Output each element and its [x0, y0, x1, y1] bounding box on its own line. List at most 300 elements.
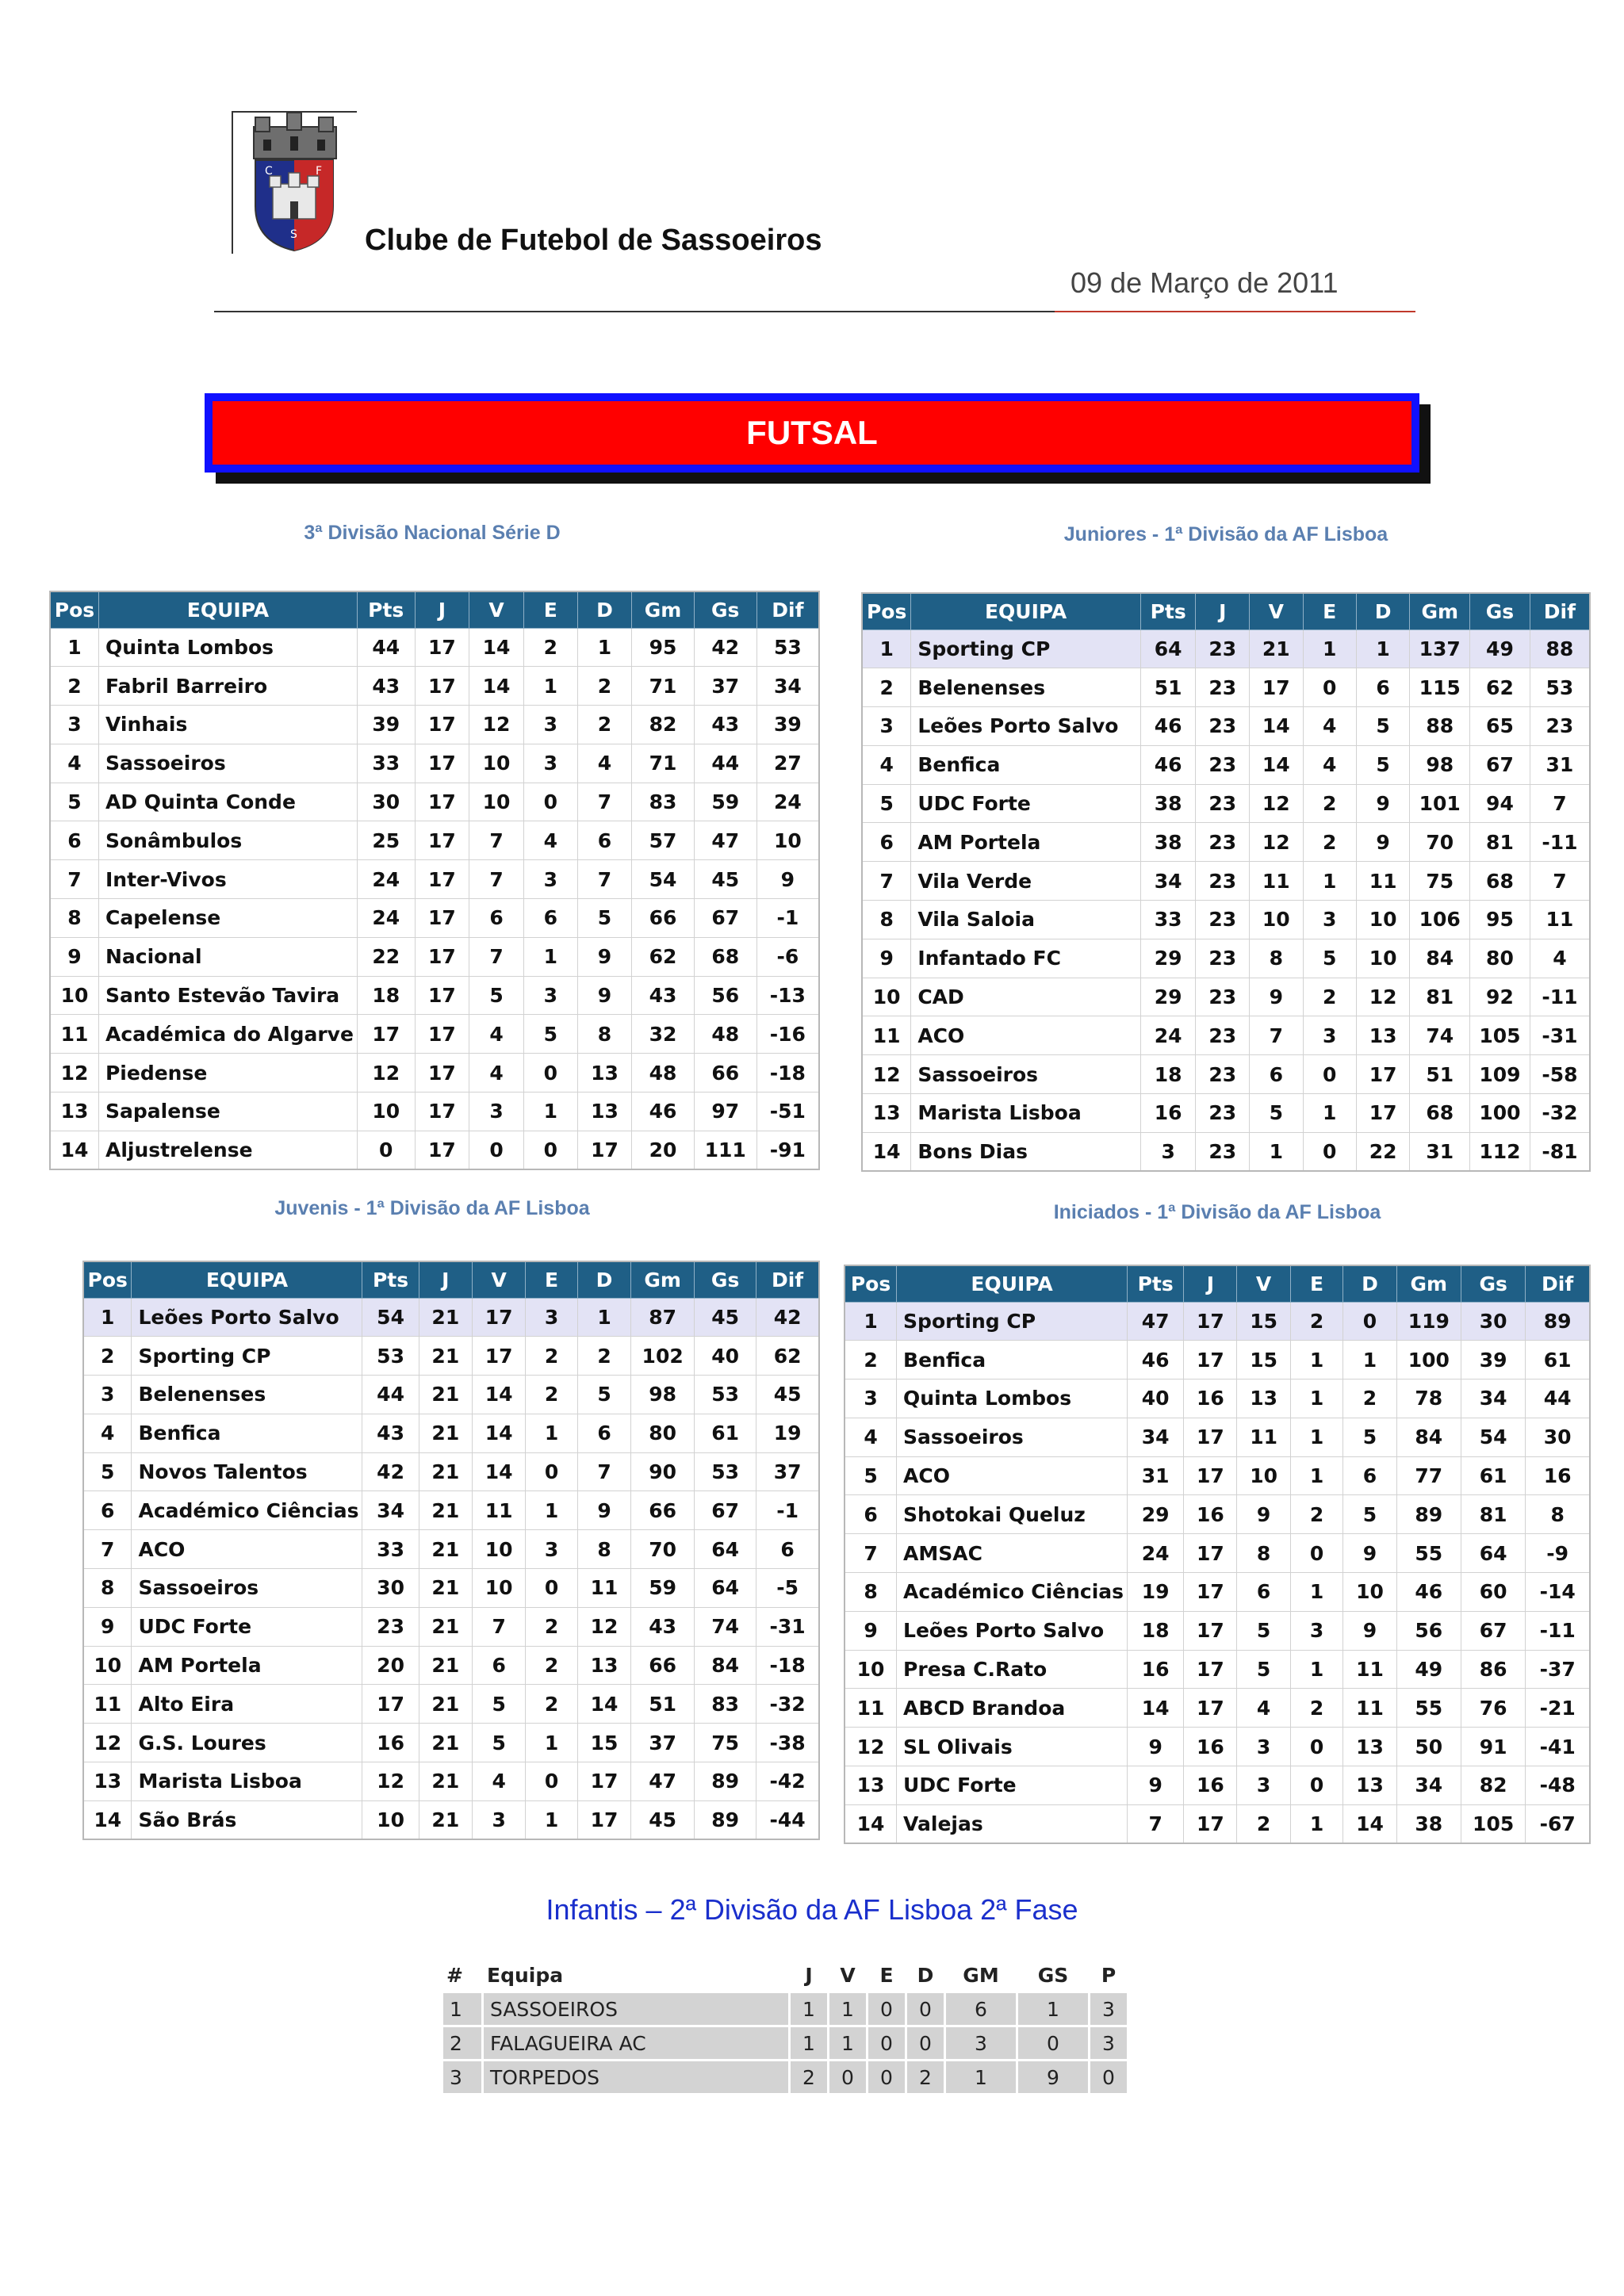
cell-e: 1: [1290, 1573, 1343, 1612]
cell-d: 5: [1356, 745, 1410, 784]
column-header-team: EQUIPA: [98, 591, 357, 628]
column-header-e: E: [879, 1963, 894, 1987]
cell-e: 3: [523, 860, 577, 899]
cell-team: ACO: [132, 1530, 362, 1569]
cell-dif: 31: [1530, 745, 1590, 784]
cell-v: 5: [1237, 1650, 1290, 1689]
cell-pos: 13: [50, 1093, 98, 1131]
cell-j: 23: [1196, 1094, 1250, 1133]
cell-d: 14: [577, 1685, 630, 1724]
cell-j: 23: [1196, 707, 1250, 746]
cell-j: 17: [415, 821, 469, 860]
cell-gm: 66: [631, 1646, 695, 1685]
cell-pts: 10: [362, 1800, 419, 1839]
cell-gs: 53: [695, 1376, 756, 1414]
cell-pos: 12: [83, 1724, 132, 1762]
cell-team: Leões Porto Salvo: [897, 1611, 1128, 1650]
crest-letter-s: S: [290, 228, 297, 241]
cell-dif: 16: [1526, 1456, 1590, 1495]
cell-gm: 74: [1410, 1016, 1470, 1055]
cell-d: 0: [907, 2027, 944, 2059]
club-name: Clube de Futebol de Sassoeiros: [365, 224, 822, 257]
document-date: 09 de Março de 2011: [1071, 266, 1339, 299]
cell-gs: 111: [694, 1131, 756, 1169]
cell-e: 1: [526, 1414, 578, 1452]
cell-team: AM Portela: [911, 823, 1141, 862]
cell-d: 17: [577, 1131, 632, 1169]
cell-d: 11: [577, 1569, 630, 1608]
cell-gs: 68: [1470, 862, 1530, 901]
cell-team: Benfica: [132, 1414, 362, 1452]
cell-j: 23: [1196, 668, 1250, 707]
cell-j: 16: [1184, 1728, 1237, 1766]
cell-gs: 68: [694, 937, 756, 976]
cell-gm: 32: [632, 1015, 694, 1054]
cell-e: 0: [1290, 1728, 1343, 1766]
column-header-dif: Dif: [756, 1261, 819, 1298]
cell-e: 1: [523, 667, 577, 706]
cell-j: 23: [1196, 629, 1250, 668]
cell-j: 17: [415, 937, 469, 976]
cell-team: Leões Porto Salvo: [911, 707, 1141, 746]
cell-v: 3: [1237, 1728, 1290, 1766]
cell-dif: -1: [756, 1491, 819, 1530]
cell-team: São Brás: [132, 1800, 362, 1839]
cell-v: 8: [1250, 939, 1304, 978]
cell-pts: 30: [362, 1569, 419, 1608]
cell-gs: 89: [695, 1800, 756, 1839]
cell-dif: -31: [1530, 1016, 1590, 1055]
cell-gs: 44: [694, 744, 756, 783]
cell-d: 10: [1356, 939, 1410, 978]
cell-e: 0: [526, 1569, 578, 1608]
cell-pos: 8: [862, 901, 911, 939]
cell-v: 6: [1237, 1573, 1290, 1612]
cell-dif: -31: [756, 1607, 819, 1646]
cell-pts: 51: [1140, 668, 1196, 707]
cell-e: 1: [1290, 1804, 1343, 1843]
cell-j: 21: [419, 1569, 472, 1608]
table-row: [50, 706, 819, 744]
cell-j: 23: [1196, 978, 1250, 1016]
cell-d: 8: [577, 1015, 632, 1054]
cell-j: 17: [415, 1131, 469, 1169]
cell-gs: 81: [1470, 823, 1530, 862]
cell-gs: 97: [694, 1093, 756, 1131]
cell-j: 17: [1184, 1302, 1237, 1341]
cell-v: 0: [829, 2061, 866, 2093]
table-row: [862, 862, 1590, 901]
cell-gs: 81: [1461, 1495, 1525, 1534]
cell-gs: 59: [694, 783, 756, 821]
cell-pos: 12: [862, 1055, 911, 1094]
cell-dif: -14: [1526, 1573, 1590, 1612]
cell-team: Sassoeiros: [98, 744, 357, 783]
cell-team: Inter-Vivos: [98, 860, 357, 899]
cell-gm: 50: [1396, 1728, 1461, 1766]
cell-pts: 10: [357, 1093, 415, 1131]
cell-pos: 14: [845, 1804, 897, 1843]
cell-v: 14: [469, 628, 524, 667]
cell-pos: 11: [845, 1689, 897, 1728]
header-divider: [214, 311, 1055, 312]
cell-pts: 31: [1128, 1456, 1184, 1495]
cell-e: 2: [526, 1337, 578, 1376]
cell-e: 0: [868, 1993, 905, 2025]
cell-team: Sporting CP: [911, 629, 1141, 668]
cell-team: Aljustrelense: [98, 1131, 357, 1169]
cell-dif: 19: [756, 1414, 819, 1452]
cell-pts: 54: [362, 1298, 419, 1337]
table-row: [443, 2027, 1127, 2059]
cell-gm: 49: [1396, 1650, 1461, 1689]
cell-d: 9: [577, 937, 632, 976]
column-header-dif: Dif: [1526, 1265, 1590, 1302]
cell-e: 2: [526, 1646, 578, 1685]
cell-gm: 6: [946, 1993, 1016, 2025]
cell-j: 17: [415, 628, 469, 667]
cell-gm: 137: [1410, 629, 1470, 668]
cell-e: 2: [1303, 823, 1356, 862]
cell-j: 21: [419, 1685, 472, 1724]
cell-j: 17: [415, 744, 469, 783]
column-header-gs: Gs: [695, 1261, 756, 1298]
cell-j: 21: [419, 1491, 472, 1530]
cell-d: 13: [577, 1054, 632, 1093]
cell-pos: 3: [83, 1376, 132, 1414]
cell-e: 0: [1303, 1132, 1356, 1171]
cell-pts: 7: [1128, 1804, 1184, 1843]
cell-pos: 3: [50, 706, 98, 744]
cell-gs: 39: [1461, 1341, 1525, 1380]
cell-v: 10: [1237, 1456, 1290, 1495]
cell-e: 1: [526, 1491, 578, 1530]
cell-team: Fabril Barreiro: [98, 667, 357, 706]
cell-d: 6: [577, 1414, 630, 1452]
table-row: [845, 1456, 1590, 1495]
cell-gs: 82: [1461, 1766, 1525, 1805]
cell-v: 10: [1250, 901, 1304, 939]
cell-d: 9: [577, 976, 632, 1015]
cell-gs: 112: [1470, 1132, 1530, 1171]
cell-team: Benfica: [897, 1341, 1128, 1380]
cell-gs: 64: [695, 1569, 756, 1608]
cell-e: 2: [1303, 784, 1356, 823]
cell-pos: 7: [845, 1534, 897, 1573]
cell-e: 5: [1303, 939, 1356, 978]
cell-j: 23: [1196, 1055, 1250, 1094]
cell-j: 23: [1196, 823, 1250, 862]
cell-team: UDC Forte: [911, 784, 1141, 823]
cell-team: Leões Porto Salvo: [132, 1298, 362, 1337]
cell-e: 1: [1303, 862, 1356, 901]
cell-pts: 53: [362, 1337, 419, 1376]
cell-v: 2: [1237, 1804, 1290, 1843]
cell-p: 0: [1090, 2061, 1127, 2093]
cell-v: 11: [1250, 862, 1304, 901]
column-header-team: EQUIPA: [897, 1265, 1128, 1302]
table-row: [50, 899, 819, 938]
cell-dif: -9: [1526, 1534, 1590, 1573]
cell-gm: 43: [632, 976, 694, 1015]
cell-pos: 3: [862, 707, 911, 746]
column-header-v: V: [1250, 593, 1304, 629]
cell-gm: 70: [1410, 823, 1470, 862]
cell-d: 2: [577, 706, 632, 744]
cell-gm: 56: [1396, 1611, 1461, 1650]
cell-gs: 47: [694, 821, 756, 860]
cell-j: 17: [1184, 1534, 1237, 1573]
cell-j: 21: [419, 1762, 472, 1801]
cell-team: SASSOEIROS: [484, 1993, 788, 2025]
column-header-dif: Dif: [756, 591, 819, 628]
cell-d: 9: [1343, 1534, 1396, 1573]
cell-e: 0: [1290, 1766, 1343, 1805]
cell-e: 5: [523, 1015, 577, 1054]
column-header-rank: #: [446, 1963, 463, 1987]
cell-d: 12: [577, 1607, 630, 1646]
table-row: [83, 1800, 819, 1839]
cell-pos: 4: [845, 1418, 897, 1456]
cell-e: 0: [526, 1762, 578, 1801]
cell-dif: -18: [756, 1054, 819, 1093]
cell-j: 17: [1184, 1804, 1237, 1843]
cell-gm: 55: [1396, 1534, 1461, 1573]
cell-v: 4: [469, 1015, 524, 1054]
cell-team: Sassoeiros: [911, 1055, 1141, 1094]
cell-team: Presa C.Rato: [897, 1650, 1128, 1689]
cell-e: 3: [523, 744, 577, 783]
cell-gs: 67: [1461, 1611, 1525, 1650]
cell-v: 17: [472, 1337, 525, 1376]
cell-pos: 10: [50, 976, 98, 1015]
cell-e: 2: [526, 1607, 578, 1646]
cell-pos: 2: [83, 1337, 132, 1376]
cell-d: 1: [1356, 629, 1410, 668]
table-row: [862, 1132, 1590, 1171]
cell-e: 0: [523, 1131, 577, 1169]
cell-pts: 64: [1140, 629, 1196, 668]
cell-dif: -41: [1526, 1728, 1590, 1766]
cell-e: 1: [1290, 1380, 1343, 1418]
cell-dif: 11: [1530, 901, 1590, 939]
table-row: [83, 1646, 819, 1685]
cell-team: Académica do Algarve: [98, 1015, 357, 1054]
cell-d: 13: [577, 1093, 632, 1131]
cell-j: 17: [1184, 1650, 1237, 1689]
cell-gs: 42: [694, 628, 756, 667]
cell-team: TORPEDOS: [484, 2061, 788, 2093]
column-header-pos: Pos: [845, 1265, 897, 1302]
table-row: [862, 901, 1590, 939]
cell-dif: -1: [756, 899, 819, 938]
cell-d: 6: [1356, 668, 1410, 707]
cell-dif: 37: [756, 1452, 819, 1491]
cell-e: 0: [523, 783, 577, 821]
cell-j: 17: [415, 860, 469, 899]
cell-gs: 45: [695, 1298, 756, 1337]
column-header-dif: Dif: [1530, 593, 1590, 629]
column-header-pts: Pts: [1128, 1265, 1184, 1302]
cell-j: 21: [419, 1414, 472, 1452]
cell-gm: 98: [1410, 745, 1470, 784]
cell-j: 1: [791, 2027, 827, 2059]
cell-gm: 38: [1396, 1804, 1461, 1843]
cell-gm: 81: [1410, 978, 1470, 1016]
cell-dif: -32: [756, 1685, 819, 1724]
cell-v: 11: [1237, 1418, 1290, 1456]
cell-dif: -5: [756, 1569, 819, 1608]
cell-pos: 4: [50, 744, 98, 783]
cell-pos: 10: [83, 1646, 132, 1685]
cell-e: 1: [1290, 1650, 1343, 1689]
cell-team: Sapalense: [98, 1093, 357, 1131]
cell-pts: 0: [357, 1131, 415, 1169]
cell-pts: 38: [1140, 784, 1196, 823]
cell-j: 23: [1196, 1016, 1250, 1055]
cell-dif: 9: [756, 860, 819, 899]
cell-gm: 43: [631, 1607, 695, 1646]
cell-e: 0: [1303, 1055, 1356, 1094]
cell-pos: 1: [862, 629, 911, 668]
cell-v: 7: [469, 821, 524, 860]
cell-pos: 1: [845, 1302, 897, 1341]
cell-e: 1: [526, 1724, 578, 1762]
cell-pos: 8: [845, 1573, 897, 1612]
cell-p: 3: [1090, 2027, 1127, 2059]
cell-dif: 42: [756, 1298, 819, 1337]
column-header-e: E: [523, 591, 577, 628]
column-header-e: E: [526, 1261, 578, 1298]
cell-dif: 7: [1530, 862, 1590, 901]
cell-gm: 98: [631, 1376, 695, 1414]
cell-d: 13: [1356, 1016, 1410, 1055]
table-row: [862, 784, 1590, 823]
cell-v: 14: [472, 1452, 525, 1491]
cell-gs: 74: [695, 1607, 756, 1646]
cell-pts: 33: [1140, 901, 1196, 939]
cell-gm: 71: [632, 744, 694, 783]
table-row: [83, 1452, 819, 1491]
cell-team: Académico Ciências: [132, 1491, 362, 1530]
column-header-pts: Pts: [357, 591, 415, 628]
cell-gs: 83: [695, 1685, 756, 1724]
column-header-gs: Gs: [1470, 593, 1530, 629]
cell-pts: 46: [1128, 1341, 1184, 1380]
infantis-title: Infantis – 2ª Divisão da AF Lisboa 2ª Fase: [546, 1893, 1078, 1926]
table-row: [845, 1302, 1590, 1341]
cell-d: 0: [907, 1993, 944, 2025]
cell-v: 10: [472, 1569, 525, 1608]
crest-letter-f: F: [316, 165, 323, 178]
column-header-gs: Gs: [694, 591, 756, 628]
cell-team: Benfica: [911, 745, 1141, 784]
cell-team: Quinta Lombos: [98, 628, 357, 667]
cell-gs: 105: [1470, 1016, 1530, 1055]
cell-e: 1: [1303, 629, 1356, 668]
cell-e: 2: [526, 1376, 578, 1414]
cell-pts: 47: [1128, 1302, 1184, 1341]
cell-pts: 33: [362, 1530, 419, 1569]
cell-gm: 100: [1396, 1341, 1461, 1380]
cell-d: 17: [577, 1762, 630, 1801]
cell-d: 14: [1343, 1804, 1396, 1843]
cell-d: 6: [577, 821, 632, 860]
cell-gm: 82: [632, 706, 694, 744]
table-row: [50, 744, 819, 783]
cell-rank: 1: [443, 1993, 481, 2025]
cell-pts: 12: [357, 1054, 415, 1093]
cell-j: 16: [1184, 1766, 1237, 1805]
cell-v: 9: [1250, 978, 1304, 1016]
cell-pos: 7: [862, 862, 911, 901]
cell-pos: 5: [862, 784, 911, 823]
cell-dif: 44: [1526, 1380, 1590, 1418]
cell-d: 2: [577, 667, 632, 706]
cell-gs: 54: [1461, 1418, 1525, 1456]
cell-dif: -21: [1526, 1689, 1590, 1728]
cell-pts: 29: [1140, 939, 1196, 978]
table-row: [845, 1573, 1590, 1612]
cell-v: 12: [1250, 823, 1304, 862]
cell-pts: 44: [357, 628, 415, 667]
column-header-d: D: [1343, 1265, 1396, 1302]
cell-dif: 6: [756, 1530, 819, 1569]
cell-gs: 75: [695, 1724, 756, 1762]
cell-gs: 62: [1470, 668, 1530, 707]
cell-j: 21: [419, 1800, 472, 1839]
table-row: [83, 1607, 819, 1646]
cell-team: Valejas: [897, 1804, 1128, 1843]
cell-v: 17: [1250, 668, 1304, 707]
cell-pts: 14: [1128, 1689, 1184, 1728]
cell-gs: 89: [695, 1762, 756, 1801]
column-header-v: V: [1237, 1265, 1290, 1302]
cell-team: Shotokai Queluz: [897, 1495, 1128, 1534]
cell-e: 3: [523, 706, 577, 744]
cell-gm: 77: [1396, 1456, 1461, 1495]
cell-j: 16: [1184, 1495, 1237, 1534]
cell-gm: 34: [1396, 1766, 1461, 1805]
column-header-gm: Gm: [1396, 1265, 1461, 1302]
cell-gs: 105: [1461, 1804, 1525, 1843]
cell-v: 7: [472, 1607, 525, 1646]
club-crest-logo: [232, 111, 357, 254]
column-header-j: J: [1184, 1265, 1237, 1302]
table-row: [83, 1724, 819, 1762]
cell-gm: 89: [1396, 1495, 1461, 1534]
table-row: [50, 937, 819, 976]
cell-v: 14: [1250, 745, 1304, 784]
cell-gm: 66: [631, 1491, 695, 1530]
cell-v: 1: [829, 1993, 866, 2025]
cell-e: 1: [523, 937, 577, 976]
table-row: [50, 783, 819, 821]
standings-table-juniores: [861, 592, 1591, 1172]
cell-v: 10: [469, 744, 524, 783]
cell-v: 15: [1237, 1302, 1290, 1341]
cell-dif: 34: [756, 667, 819, 706]
cell-j: 17: [415, 1054, 469, 1093]
cell-e: 0: [868, 2061, 905, 2093]
cell-pos: 9: [845, 1611, 897, 1650]
cell-dif: -58: [1530, 1055, 1590, 1094]
cell-team: Capelense: [98, 899, 357, 938]
cell-dif: -42: [756, 1762, 819, 1801]
cell-pts: 46: [1140, 707, 1196, 746]
table-row: [862, 1016, 1590, 1055]
standings-table-iniciados: [844, 1265, 1591, 1844]
